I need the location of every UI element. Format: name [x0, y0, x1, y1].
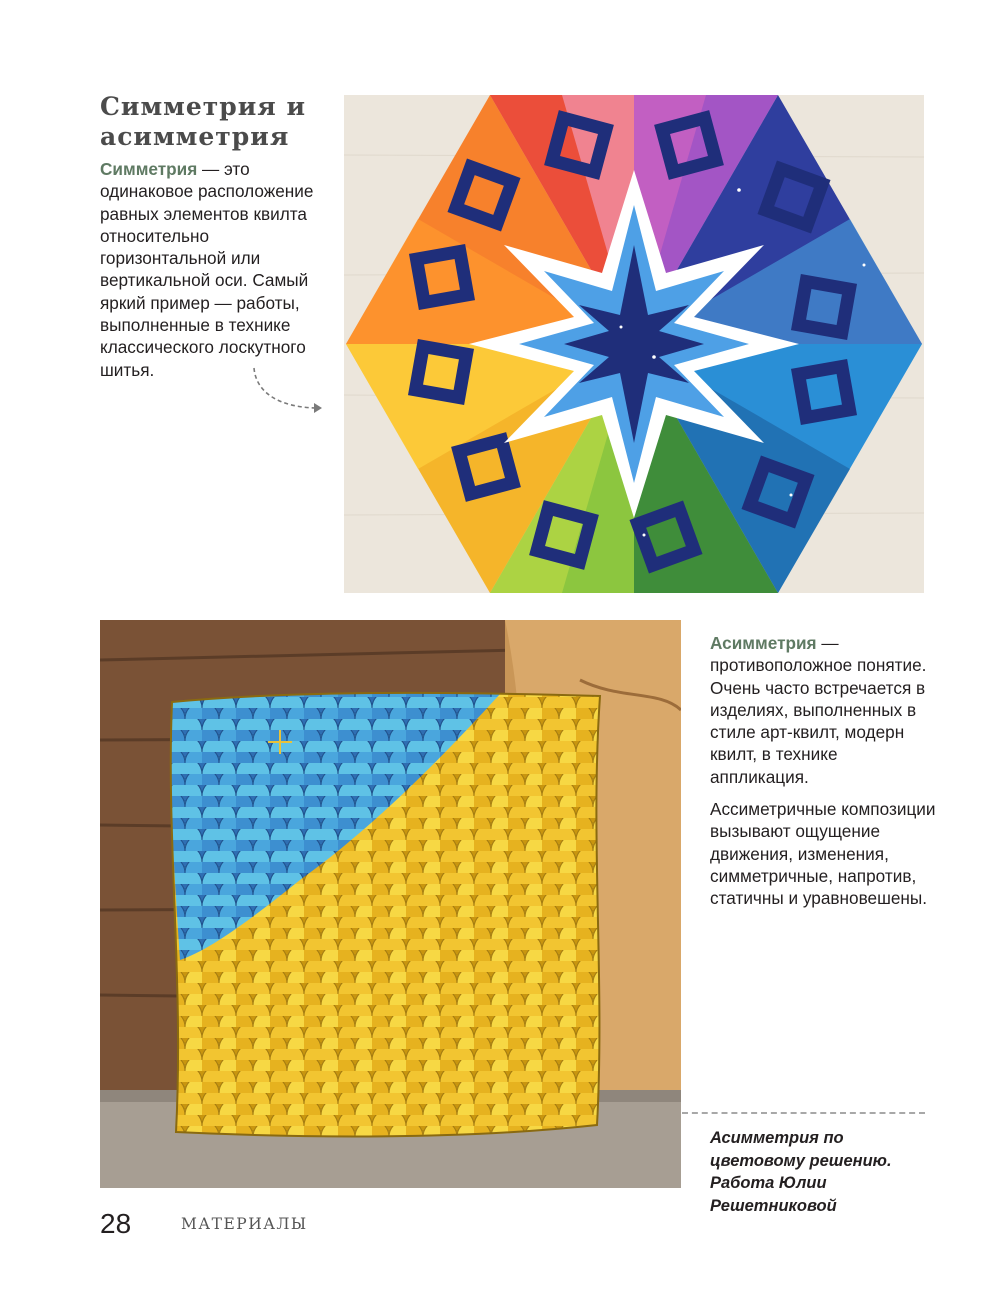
asymmetry-definition: — противоположное понятие. Очень часто встречается в изделиях, выполненных в стиле арт-квилт, модерн квилт, в технике аппликация. [710, 633, 927, 787]
asymmetry-paragraph [710, 632, 940, 788]
caption-divider [682, 1112, 925, 1114]
asymmetry-paragraph-2: Ассиметричные композиции вызывают ощущение движения, изменения, симметричные, напротив, статичны и уравновешены. [710, 799, 936, 909]
section-name: МАТЕРИАЛЫ [181, 1215, 308, 1233]
asymmetry-term: Асимметрия [710, 633, 817, 653]
star-quilt-photo [344, 95, 924, 593]
symmetry-definition: — это одинаковое расположение равных элементов квилта относительно горизонтальной или вертикальной оси. Самый яркий пример — работы, выполненные в технике классического лоскутного шитья. [100, 159, 314, 380]
dashed-arrow-icon [248, 362, 328, 417]
symmetry-paragraph [100, 158, 330, 381]
page-number: 28 [100, 1208, 132, 1239]
section-heading: Симметрия и асимметрия [100, 92, 307, 151]
photo-caption: Асимметрия по цветовому решению. Работа Юлии Решетниковой [710, 1129, 892, 1215]
pillow-photo [100, 620, 681, 1188]
symmetry-term: Симметрия [100, 159, 198, 179]
